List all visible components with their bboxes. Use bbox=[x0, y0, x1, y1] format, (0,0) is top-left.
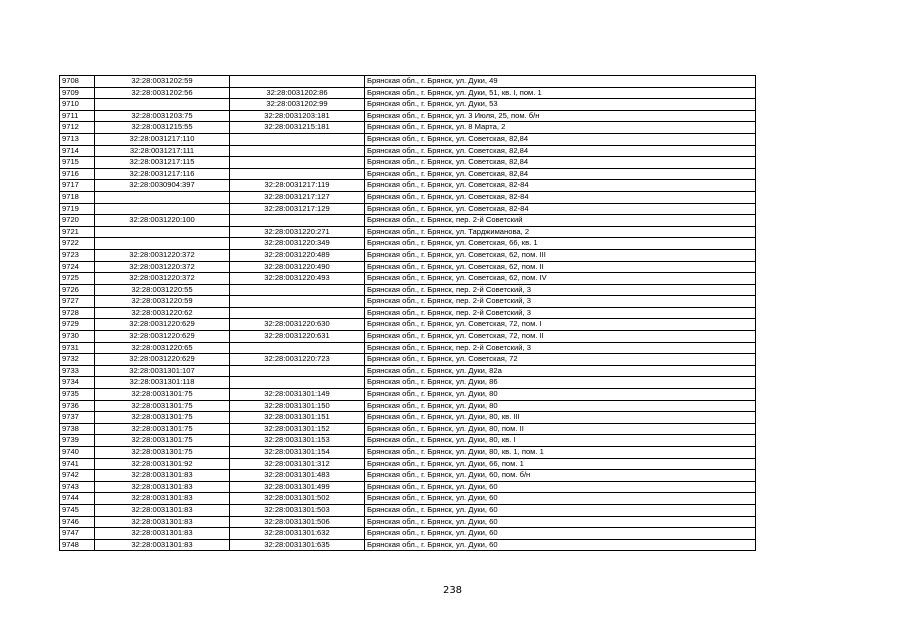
cadastral-number-cell: 32:28:0031301:83 bbox=[95, 504, 230, 516]
address-cell: Брянская обл., г. Брянск, ул. Дуки, 60 bbox=[365, 493, 756, 505]
address-cell: Брянская обл., г. Брянск, ул. Дуки, 80 bbox=[365, 389, 756, 401]
cadastral-number-cell bbox=[95, 238, 230, 250]
table-row bbox=[60, 180, 756, 192]
cadastral-number-cell: 32:28:0031202:56 bbox=[95, 87, 230, 99]
row-number-cell: 9720 bbox=[60, 215, 95, 227]
address-cell: Брянская обл., г. Брянск, ул. Советская, 82-84 bbox=[365, 180, 756, 192]
table-row bbox=[60, 203, 756, 215]
table-row bbox=[60, 307, 756, 319]
related-cadastral-number-cell: 32:28:0031220:271 bbox=[230, 226, 365, 238]
related-cadastral-number-cell: 32:28:0031220:630 bbox=[230, 319, 365, 331]
row-number-cell: 9747 bbox=[60, 528, 95, 540]
table-row bbox=[60, 133, 756, 145]
table-row bbox=[60, 458, 756, 470]
cadastral-number-cell: 32:28:0031220:59 bbox=[95, 296, 230, 308]
page-number: 238 bbox=[442, 585, 463, 596]
address-cell: Брянская обл., г. Брянск, ул. Дуки, 80, кв. 1, пом. 1 bbox=[365, 447, 756, 459]
row-number-cell: 9714 bbox=[60, 145, 95, 157]
address-cell: Брянская обл., г. Брянск, ул. Дуки, 60 bbox=[365, 481, 756, 493]
address-cell: Брянская обл., г. Брянск, ул. Советская, 82,84 bbox=[365, 133, 756, 145]
related-cadastral-number-cell: 32:28:0031215:181 bbox=[230, 122, 365, 134]
related-cadastral-number-cell bbox=[230, 133, 365, 145]
row-number-cell: 9746 bbox=[60, 516, 95, 528]
table-row bbox=[60, 504, 756, 516]
address-cell: Брянская обл., г. Брянск, ул. Дуки, 53 bbox=[365, 99, 756, 111]
cadastral-table bbox=[59, 75, 756, 551]
related-cadastral-number-cell: 32:28:0031301:503 bbox=[230, 504, 365, 516]
row-number-cell: 9716 bbox=[60, 168, 95, 180]
address-cell: Брянская обл., г. Брянск, ул. Советская, 62, пом. III bbox=[365, 249, 756, 261]
row-number-cell: 9728 bbox=[60, 307, 95, 319]
table-row bbox=[60, 389, 756, 401]
cadastral-number-cell: 32:28:0031220:372 bbox=[95, 261, 230, 273]
address-cell: Брянская обл., г. Брянск, ул. 8 Марта, 2 bbox=[365, 122, 756, 134]
cadastral-number-cell: 32:28:0031301:75 bbox=[95, 389, 230, 401]
table-row bbox=[60, 435, 756, 447]
cadastral-number-cell: 32:28:0031301:75 bbox=[95, 435, 230, 447]
row-number-cell: 9732 bbox=[60, 354, 95, 366]
related-cadastral-number-cell: 32:28:0031217:127 bbox=[230, 191, 365, 203]
related-cadastral-number-cell: 32:28:0031202:86 bbox=[230, 87, 365, 99]
row-number-cell: 9745 bbox=[60, 504, 95, 516]
row-number-cell: 9735 bbox=[60, 389, 95, 401]
table-row bbox=[60, 447, 756, 459]
related-cadastral-number-cell bbox=[230, 307, 365, 319]
address-cell: Брянская обл., г. Брянск, ул. Дуки, 60 bbox=[365, 528, 756, 540]
related-cadastral-number-cell: 32:28:0031220:349 bbox=[230, 238, 365, 250]
cadastral-number-cell: 32:28:0031220:372 bbox=[95, 249, 230, 261]
related-cadastral-number-cell: 32:28:0031301:152 bbox=[230, 423, 365, 435]
related-cadastral-number-cell: 32:28:0031217:129 bbox=[230, 203, 365, 215]
row-number-cell: 9726 bbox=[60, 284, 95, 296]
cadastral-number-cell: 32:28:0031301:118 bbox=[95, 377, 230, 389]
cadastral-number-cell bbox=[95, 203, 230, 215]
related-cadastral-number-cell: 32:28:0031301:312 bbox=[230, 458, 365, 470]
address-cell: Брянская обл., г. Брянск, пер. 2-й Советский bbox=[365, 215, 756, 227]
address-cell: Брянская обл., г. Брянск, ул. Советская, 82-84 bbox=[365, 203, 756, 215]
table-row bbox=[60, 261, 756, 273]
table-row bbox=[60, 110, 756, 122]
row-number-cell: 9722 bbox=[60, 238, 95, 250]
row-number-cell: 9717 bbox=[60, 180, 95, 192]
cadastral-number-cell: 32:28:0031220:62 bbox=[95, 307, 230, 319]
cadastral-number-cell: 32:28:0031217:110 bbox=[95, 133, 230, 145]
cadastral-number-cell: 32:28:0031301:92 bbox=[95, 458, 230, 470]
table-row bbox=[60, 122, 756, 134]
related-cadastral-number-cell: 32:28:0031301:635 bbox=[230, 539, 365, 551]
row-number-cell: 9748 bbox=[60, 539, 95, 551]
row-number-cell: 9725 bbox=[60, 273, 95, 285]
row-number-cell: 9730 bbox=[60, 331, 95, 343]
address-cell: Брянская обл., г. Брянск, ул. Дуки, 60 bbox=[365, 504, 756, 516]
row-number-cell: 9708 bbox=[60, 76, 95, 88]
table-row bbox=[60, 87, 756, 99]
table-row bbox=[60, 354, 756, 366]
related-cadastral-number-cell: 32:28:0031220:493 bbox=[230, 273, 365, 285]
table-row bbox=[60, 296, 756, 308]
address-cell: Брянская обл., г. Брянск, пер. 2-й Советский, 3 bbox=[365, 296, 756, 308]
address-cell: Брянская обл., г. Брянск, ул. Советская, 82,84 bbox=[365, 157, 756, 169]
table-row bbox=[60, 400, 756, 412]
table-row bbox=[60, 157, 756, 169]
address-cell: Брянская обл., г. Брянск, пер. 2-й Советский, 3 bbox=[365, 307, 756, 319]
related-cadastral-number-cell bbox=[230, 168, 365, 180]
cadastral-number-cell: 32:28:0030904:397 bbox=[95, 180, 230, 192]
address-cell: Брянская обл., г. Брянск, ул. Советская, 72, пом. II bbox=[365, 331, 756, 343]
cadastral-number-cell: 32:28:0031220:65 bbox=[95, 342, 230, 354]
address-cell: Брянская обл., г. Брянск, ул. Советская, 72, пом. I bbox=[365, 319, 756, 331]
row-number-cell: 9713 bbox=[60, 133, 95, 145]
related-cadastral-number-cell bbox=[230, 342, 365, 354]
table-row bbox=[60, 470, 756, 482]
cadastral-number-cell: 32:28:0031220:100 bbox=[95, 215, 230, 227]
address-cell: Брянская обл., г. Брянск, ул. Дуки, 80, кв. I bbox=[365, 435, 756, 447]
address-cell: Брянская обл., г. Брянск, ул. Советская, 62, пом. II bbox=[365, 261, 756, 273]
address-cell: Брянская обл., г. Брянск, ул. Советская, 66, кв. 1 bbox=[365, 238, 756, 250]
row-number-cell: 9742 bbox=[60, 470, 95, 482]
address-cell: Брянская обл., г. Брянск, ул. Дуки, 60 bbox=[365, 539, 756, 551]
cadastral-number-cell: 32:28:0031220:629 bbox=[95, 354, 230, 366]
row-number-cell: 9736 bbox=[60, 400, 95, 412]
cadastral-number-cell: 32:28:0031217:116 bbox=[95, 168, 230, 180]
row-number-cell: 9723 bbox=[60, 249, 95, 261]
row-number-cell: 9712 bbox=[60, 122, 95, 134]
cadastral-number-cell: 32:28:0031202:59 bbox=[95, 76, 230, 88]
cadastral-number-cell: 32:28:0031301:83 bbox=[95, 528, 230, 540]
address-cell: Брянская обл., г. Брянск, ул. Дуки, 80, кв. III bbox=[365, 412, 756, 424]
related-cadastral-number-cell: 32:28:0031301:153 bbox=[230, 435, 365, 447]
related-cadastral-number-cell bbox=[230, 296, 365, 308]
row-number-cell: 9709 bbox=[60, 87, 95, 99]
table-row bbox=[60, 226, 756, 238]
row-number-cell: 9744 bbox=[60, 493, 95, 505]
address-cell: Брянская обл., г. Брянск, ул. Советская, 72 bbox=[365, 354, 756, 366]
address-cell: Брянская обл., г. Брянск, ул. Дуки, 80, пом. II bbox=[365, 423, 756, 435]
address-cell: Брянская обл., г. Брянск, ул. 3 Июля, 25, пом. б/н bbox=[365, 110, 756, 122]
table-row bbox=[60, 539, 756, 551]
table-row bbox=[60, 319, 756, 331]
table-row bbox=[60, 377, 756, 389]
table-body bbox=[60, 76, 756, 551]
cadastral-number-cell: 32:28:0031220:372 bbox=[95, 273, 230, 285]
address-cell: Брянская обл., г. Брянск, ул. Тарджиманова, 2 bbox=[365, 226, 756, 238]
related-cadastral-number-cell: 32:28:0031301:632 bbox=[230, 528, 365, 540]
row-number-cell: 9719 bbox=[60, 203, 95, 215]
table-row bbox=[60, 365, 756, 377]
related-cadastral-number-cell: 32:28:0031301:151 bbox=[230, 412, 365, 424]
cadastral-number-cell: 32:28:0031301:83 bbox=[95, 516, 230, 528]
row-number-cell: 9738 bbox=[60, 423, 95, 435]
address-cell: Брянская обл., г. Брянск, ул. Дуки, 60, пом. б/н bbox=[365, 470, 756, 482]
cadastral-number-cell: 32:28:0031220:55 bbox=[95, 284, 230, 296]
related-cadastral-number-cell bbox=[230, 377, 365, 389]
related-cadastral-number-cell bbox=[230, 76, 365, 88]
cadastral-number-cell: 32:28:0031301:83 bbox=[95, 470, 230, 482]
cadastral-number-cell: 32:28:0031301:75 bbox=[95, 412, 230, 424]
cadastral-number-cell: 32:28:0031301:75 bbox=[95, 447, 230, 459]
address-cell: Брянская обл., г. Брянск, пер. 2-й Советский, 3 bbox=[365, 284, 756, 296]
cadastral-number-cell: 32:28:0031203:75 bbox=[95, 110, 230, 122]
row-number-cell: 9743 bbox=[60, 481, 95, 493]
row-number-cell: 9740 bbox=[60, 447, 95, 459]
row-number-cell: 9721 bbox=[60, 226, 95, 238]
table-row bbox=[60, 145, 756, 157]
table-row bbox=[60, 284, 756, 296]
related-cadastral-number-cell: 32:28:0031217:119 bbox=[230, 180, 365, 192]
cadastral-number-cell bbox=[95, 191, 230, 203]
related-cadastral-number-cell bbox=[230, 365, 365, 377]
row-number-cell: 9731 bbox=[60, 342, 95, 354]
address-cell: Брянская обл., г. Брянск, ул. Дуки, 82а bbox=[365, 365, 756, 377]
table-row bbox=[60, 516, 756, 528]
row-number-cell: 9733 bbox=[60, 365, 95, 377]
cadastral-number-cell: 32:28:0031301:75 bbox=[95, 400, 230, 412]
address-cell: Брянская обл., г. Брянск, ул. Советская, 82,84 bbox=[365, 145, 756, 157]
row-number-cell: 9718 bbox=[60, 191, 95, 203]
table-row bbox=[60, 238, 756, 250]
row-number-cell: 9739 bbox=[60, 435, 95, 447]
table-row bbox=[60, 423, 756, 435]
row-number-cell: 9715 bbox=[60, 157, 95, 169]
cadastral-number-cell: 32:28:0031217:115 bbox=[95, 157, 230, 169]
related-cadastral-number-cell bbox=[230, 145, 365, 157]
address-cell: Брянская обл., г. Брянск, пер. 2-й Советский, 3 bbox=[365, 342, 756, 354]
row-number-cell: 9711 bbox=[60, 110, 95, 122]
cadastral-number-cell: 32:28:0031301:75 bbox=[95, 423, 230, 435]
table-row bbox=[60, 273, 756, 285]
address-cell: Брянская обл., г. Брянск, ул. Дуки, 86 bbox=[365, 377, 756, 389]
related-cadastral-number-cell bbox=[230, 157, 365, 169]
address-cell: Брянская обл., г. Брянск, ул. Советская, 82-84 bbox=[365, 191, 756, 203]
table-row bbox=[60, 168, 756, 180]
table-row bbox=[60, 191, 756, 203]
cadastral-number-cell: 32:28:0031301:83 bbox=[95, 493, 230, 505]
related-cadastral-number-cell: 32:28:0031220:489 bbox=[230, 249, 365, 261]
row-number-cell: 9729 bbox=[60, 319, 95, 331]
address-cell: Брянская обл., г. Брянск, ул. Дуки, 51, кв. I, пом. 1 bbox=[365, 87, 756, 99]
related-cadastral-number-cell: 32:28:0031301:149 bbox=[230, 389, 365, 401]
address-cell: Брянская обл., г. Брянск, ул. Дуки, 60 bbox=[365, 516, 756, 528]
row-number-cell: 9724 bbox=[60, 261, 95, 273]
related-cadastral-number-cell: 32:28:0031301:506 bbox=[230, 516, 365, 528]
row-number-cell: 9741 bbox=[60, 458, 95, 470]
cadastral-number-cell: 32:28:0031301:83 bbox=[95, 539, 230, 551]
related-cadastral-number-cell: 32:28:0031301:154 bbox=[230, 447, 365, 459]
table-row bbox=[60, 99, 756, 111]
related-cadastral-number-cell bbox=[230, 284, 365, 296]
table-row bbox=[60, 331, 756, 343]
row-number-cell: 9734 bbox=[60, 377, 95, 389]
cadastral-number-cell bbox=[95, 226, 230, 238]
cadastral-number-cell: 32:28:0031220:629 bbox=[95, 319, 230, 331]
cadastral-number-cell: 32:28:0031215:55 bbox=[95, 122, 230, 134]
cadastral-number-cell: 32:28:0031217:111 bbox=[95, 145, 230, 157]
related-cadastral-number-cell: 32:28:0031301:499 bbox=[230, 481, 365, 493]
table-row bbox=[60, 76, 756, 88]
address-cell: Брянская обл., г. Брянск, ул. Дуки, 80 bbox=[365, 400, 756, 412]
row-number-cell: 9727 bbox=[60, 296, 95, 308]
cadastral-number-cell: 32:28:0031220:629 bbox=[95, 331, 230, 343]
address-cell: Брянская обл., г. Брянск, ул. Советская, 62, пом. IV bbox=[365, 273, 756, 285]
table-row bbox=[60, 249, 756, 261]
related-cadastral-number-cell: 32:28:0031220:490 bbox=[230, 261, 365, 273]
related-cadastral-number-cell: 32:28:0031202:99 bbox=[230, 99, 365, 111]
related-cadastral-number-cell bbox=[230, 215, 365, 227]
cadastral-number-cell: 32:28:0031301:83 bbox=[95, 481, 230, 493]
table-row bbox=[60, 493, 756, 505]
related-cadastral-number-cell: 32:28:0031301:150 bbox=[230, 400, 365, 412]
related-cadastral-number-cell: 32:28:0031220:723 bbox=[230, 354, 365, 366]
address-cell: Брянская обл., г. Брянск, ул. Дуки, 49 bbox=[365, 76, 756, 88]
table-row bbox=[60, 481, 756, 493]
related-cadastral-number-cell: 32:28:0031301:502 bbox=[230, 493, 365, 505]
table-row bbox=[60, 215, 756, 227]
cadastral-number-cell: 32:28:0031301:107 bbox=[95, 365, 230, 377]
table-row bbox=[60, 412, 756, 424]
related-cadastral-number-cell: 32:28:0031203:181 bbox=[230, 110, 365, 122]
related-cadastral-number-cell: 32:28:0031220:631 bbox=[230, 331, 365, 343]
table-row bbox=[60, 528, 756, 540]
row-number-cell: 9737 bbox=[60, 412, 95, 424]
cadastral-number-cell bbox=[95, 99, 230, 111]
row-number-cell: 9710 bbox=[60, 99, 95, 111]
address-cell: Брянская обл., г. Брянск, ул. Советская, 82,84 bbox=[365, 168, 756, 180]
related-cadastral-number-cell: 32:28:0031301:483 bbox=[230, 470, 365, 482]
table-row bbox=[60, 342, 756, 354]
address-cell: Брянская обл., г. Брянск, ул. Дуки, 66, пом. 1 bbox=[365, 458, 756, 470]
